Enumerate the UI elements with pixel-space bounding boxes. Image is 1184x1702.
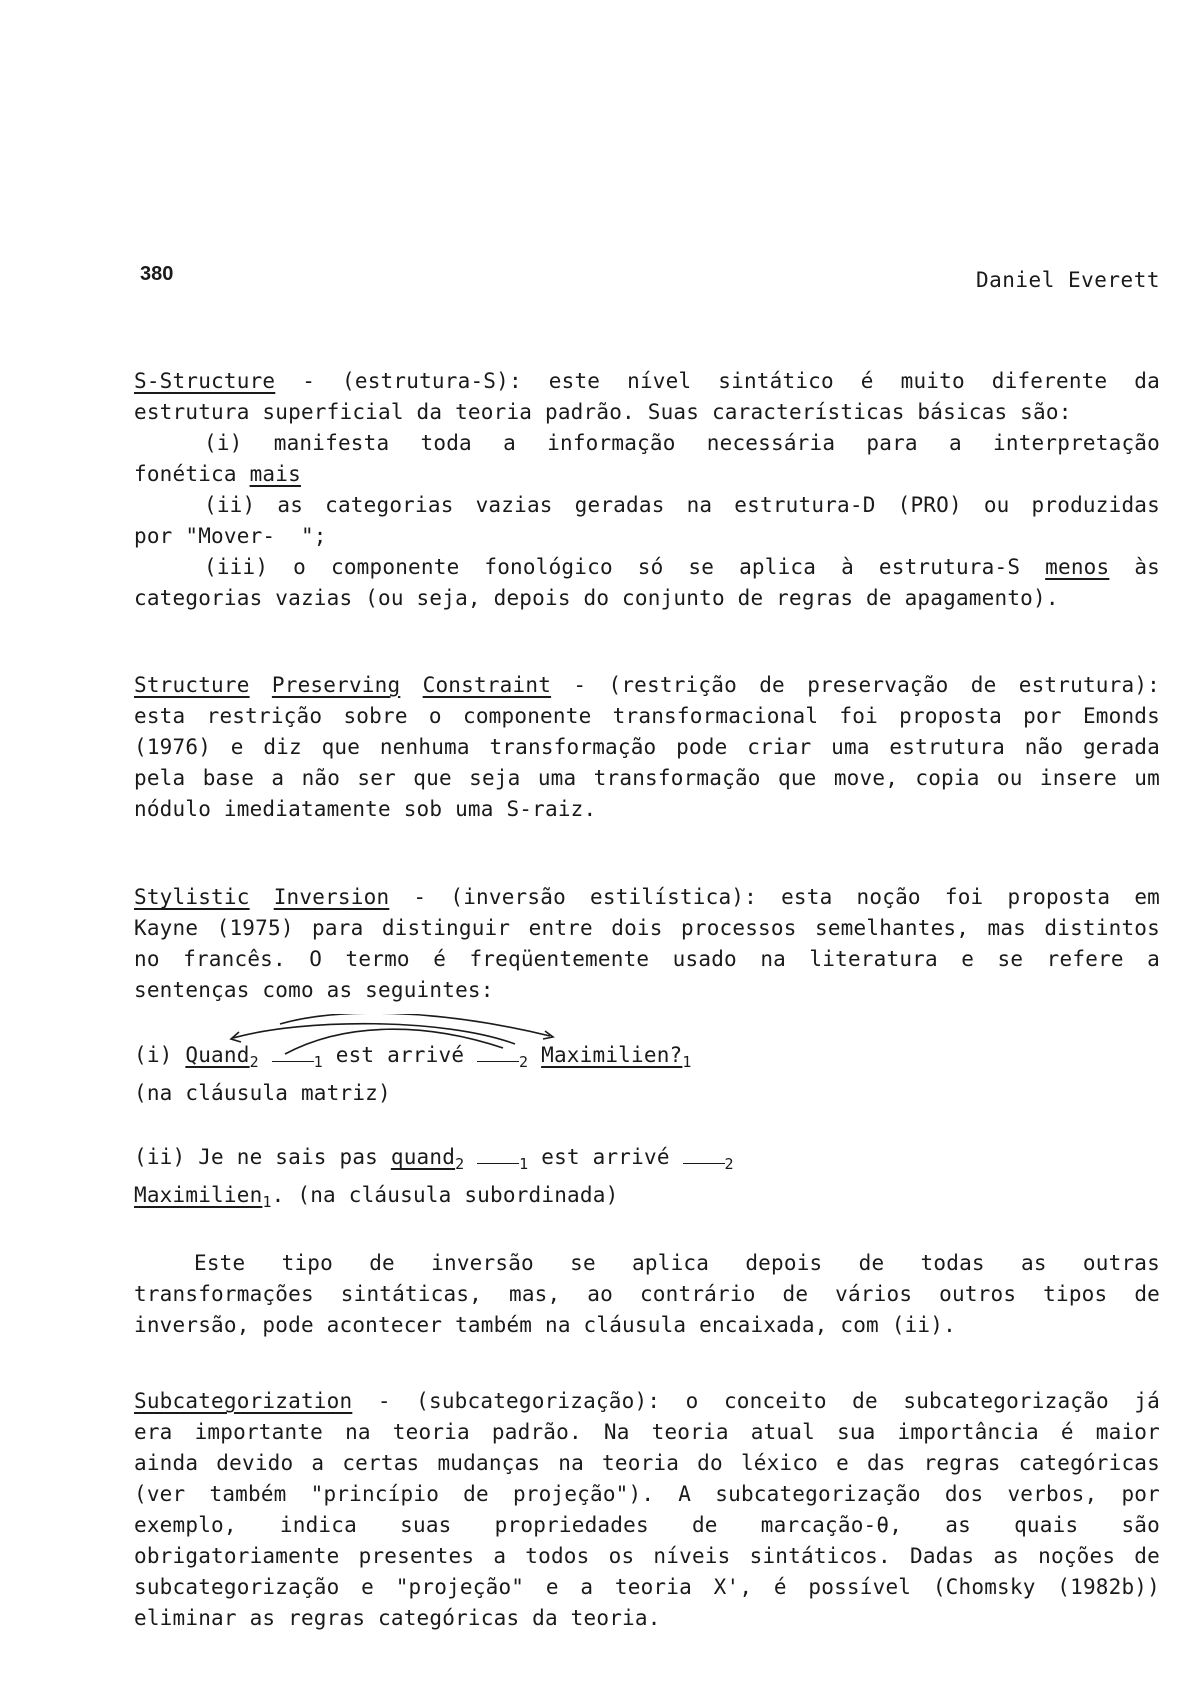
entry-line: esta restrição sobre o componente transformacional foi proposta por Emonds bbox=[134, 704, 1160, 728]
term-s-structure: S-Structure bbox=[134, 369, 276, 393]
term-structure: Structure bbox=[134, 673, 250, 697]
entry-line bbox=[134, 1386, 1160, 1417]
term-subcategorization: Subcategorization bbox=[134, 1389, 353, 1413]
index-subscript: 1 bbox=[682, 1053, 692, 1071]
example-ii-line-2 bbox=[134, 1180, 1160, 1218]
entry-line: sentenças como as seguintes: bbox=[134, 978, 494, 1002]
entry-line bbox=[134, 366, 1160, 397]
entry-line: exemplo, indica suas propriedades de marcação-θ, as quais são bbox=[134, 1513, 1160, 1537]
index-subscript: 2 bbox=[249, 1053, 259, 1071]
word-maximilien: Maximilien? bbox=[541, 1043, 683, 1067]
entry-line: no francês. O termo é freqüentemente usado na literatura e se refere a bbox=[134, 947, 1160, 971]
entry-line: (ver também "princípio de projeção"). A subcategorização dos verbos, por bbox=[134, 1482, 1160, 1506]
running-head-author: Daniel Everett bbox=[975, 268, 1160, 292]
example-i-note: (na cláusula matriz) bbox=[134, 1081, 391, 1105]
trace-gap bbox=[272, 1043, 314, 1062]
page-number: 380 bbox=[140, 263, 174, 285]
word-quand: quand bbox=[390, 1145, 456, 1169]
index-subscript: 1 bbox=[519, 1155, 529, 1173]
entry-line bbox=[134, 670, 1160, 701]
paragraph-line: inversão, pode acontecer também na cláusula encaixada, com (ii). bbox=[134, 1313, 956, 1337]
example-label: (i) bbox=[134, 1043, 173, 1067]
paragraph-line: transformações sintáticas, mas, ao contrário de vários outros tipos de bbox=[134, 1282, 1160, 1306]
example-ii-line bbox=[134, 1142, 1160, 1180]
entry-line: estrutura superficial da teoria padrão. Suas características básicas são: bbox=[134, 400, 1072, 424]
entry-line: obrigatoriamente presentes a todos os níveis sintáticos. Dadas as noções de bbox=[134, 1544, 1160, 1568]
trace-gap bbox=[477, 1145, 519, 1164]
index-subscript: 1 bbox=[313, 1053, 323, 1071]
entry-line: Kayne (1975) para distinguir entre dois processos semelhantes, mas distintos bbox=[134, 916, 1160, 940]
entry-line: nódulo imediatamente sob uma S-raiz. bbox=[134, 797, 597, 821]
entry-text: - (subcategorização): o conceito de subcategorização já bbox=[377, 1389, 1160, 1413]
item-iii bbox=[134, 552, 1160, 583]
entry-text: - (restrição de preservação de estrutura): bbox=[573, 673, 1160, 697]
example-text: (ii) Je ne sais pas bbox=[134, 1145, 379, 1169]
entry-line: pela base a não ser que seja uma transformação que move, copia ou insere um bbox=[134, 766, 1160, 790]
index-subscript: 2 bbox=[724, 1155, 734, 1173]
entry-text: - (estrutura-S): este nível sintático é muito diferente da bbox=[302, 369, 1160, 393]
entry-line: subcategorização e "projeção" e a teoria X', é possível (Chomsky (1982b)) bbox=[134, 1575, 1160, 1599]
entry-line: ainda devido a certas mudanças na teoria do léxico e das regras categóricas bbox=[134, 1451, 1160, 1475]
underlined-menos: menos bbox=[1045, 555, 1110, 579]
item-ii-cont: por "Mover- "; bbox=[134, 524, 327, 548]
trace-gap bbox=[477, 1043, 519, 1062]
trace-gap bbox=[683, 1145, 725, 1164]
index-subscript: 2 bbox=[455, 1155, 465, 1173]
term-constraint: Constraint bbox=[422, 673, 552, 697]
entry-text: - (inversão estilística): esta noção foi proposta em bbox=[413, 885, 1160, 909]
example-ii bbox=[134, 1142, 1160, 1218]
index-subscript: 2 bbox=[519, 1053, 529, 1071]
item-i: (i) manifesta toda a informação necessária para a interpretação bbox=[204, 431, 1160, 455]
term-inversion: Inversion bbox=[273, 885, 390, 909]
paragraph-line: Este tipo de inversão se aplica depois de todas as outras bbox=[194, 1251, 1160, 1275]
term-stylistic: Stylistic bbox=[134, 885, 250, 909]
entry-line: (1976) e diz que nenhuma transformação pode criar uma estrutura não gerada bbox=[134, 735, 1160, 759]
entry-text: (iii) o componente fonológico só se aplica à estrutura-S bbox=[204, 555, 1021, 579]
item-ii: (ii) as categorias vazias geradas na estrutura-D (PRO) ou produzidas bbox=[204, 493, 1160, 517]
example-text: est arrivé bbox=[541, 1145, 670, 1169]
example-i bbox=[134, 1040, 1160, 1109]
entry-s-structure bbox=[134, 366, 1160, 614]
entry-structure-preserving-constraint bbox=[134, 670, 1160, 825]
entry-subcategorization bbox=[134, 1386, 1160, 1634]
example-text: . (na cláusula subordinada) bbox=[271, 1183, 619, 1207]
index-subscript: 1 bbox=[262, 1193, 272, 1211]
underlined-mais: mais bbox=[249, 462, 301, 486]
item-i-cont bbox=[134, 459, 1160, 490]
entry-line bbox=[134, 882, 1160, 913]
example-i-line bbox=[134, 1040, 1160, 1078]
paragraph-inversion-note bbox=[134, 1248, 1160, 1341]
entry-line: era importante na teoria padrão. Na teoria atual sua importância é maior bbox=[134, 1420, 1160, 1444]
item-iii-cont: categorias vazias (ou seja, depois do conjunto de regras de apagamento). bbox=[134, 586, 1059, 610]
word-quand: Quand bbox=[185, 1043, 250, 1067]
entry-text: às bbox=[1134, 555, 1160, 579]
entry-text: fonética bbox=[134, 462, 237, 486]
entry-line: eliminar as regras categóricas da teoria. bbox=[134, 1606, 661, 1630]
term-preserving: Preserving bbox=[271, 673, 401, 697]
word-maximilien: Maximilien bbox=[134, 1183, 263, 1207]
entry-stylistic-inversion bbox=[134, 882, 1160, 1006]
example-text: est arrivé bbox=[335, 1043, 465, 1067]
